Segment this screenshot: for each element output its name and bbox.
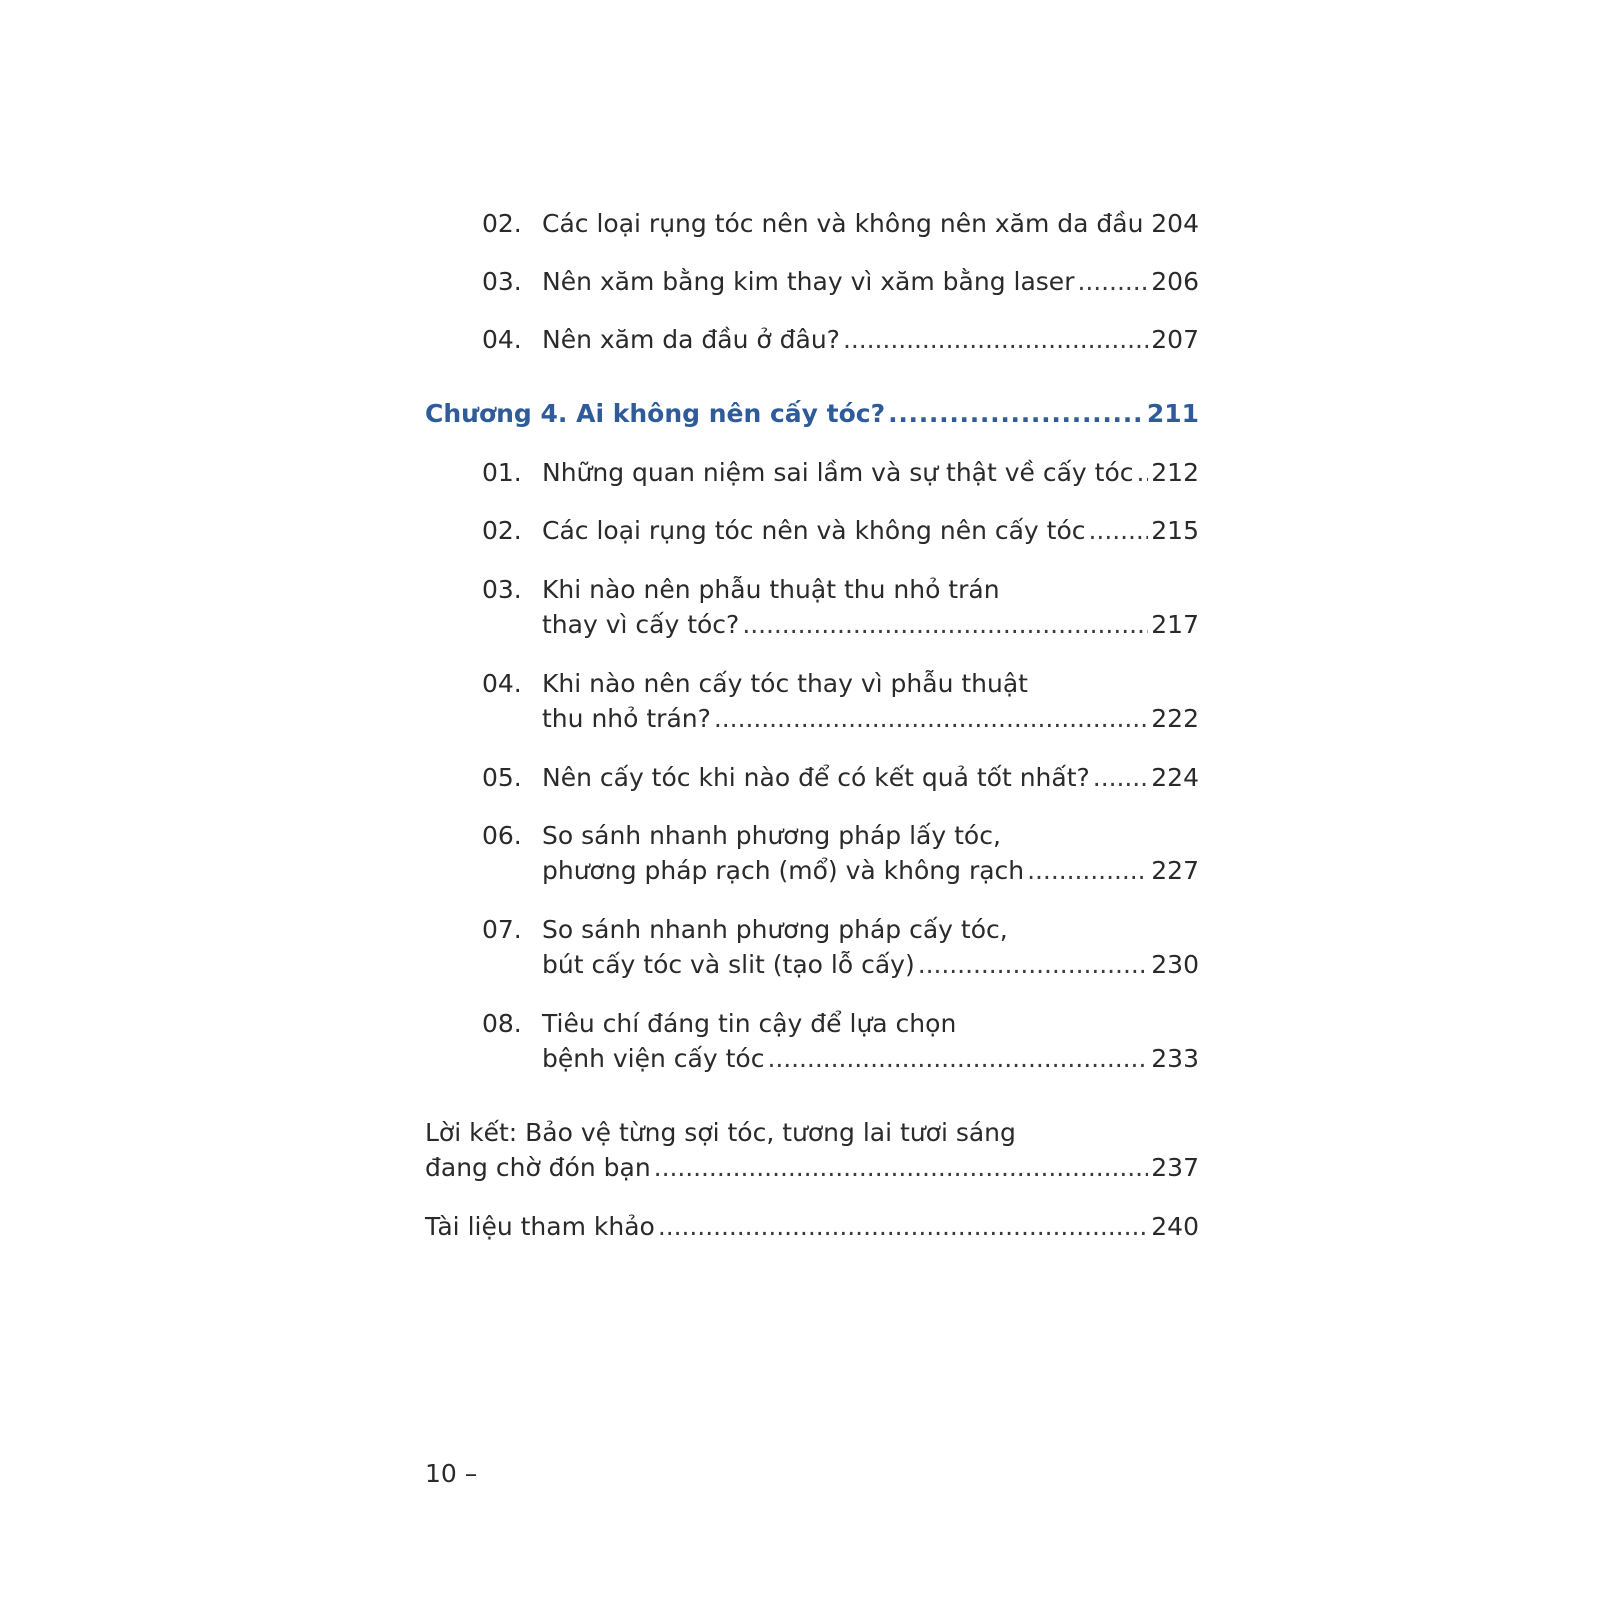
entry-number: 04. <box>482 669 522 698</box>
dot-leader <box>1077 264 1148 299</box>
entry-page: 206 <box>1151 267 1199 296</box>
dot-leader <box>1089 513 1149 548</box>
entry-number: 04. <box>482 325 522 354</box>
entry-title: Nên xăm da đầu ở đâu? <box>542 325 840 354</box>
chapter-page: 211 <box>1146 399 1199 428</box>
entry-number: 03. <box>482 267 522 296</box>
entry-page: 227 <box>1151 856 1199 885</box>
entry-number: 07. <box>482 915 522 944</box>
entry-number: 05. <box>482 763 522 792</box>
toc-epilogue[interactable] <box>425 1115 1199 1185</box>
entry-title-line-1: So sánh nhanh phương pháp cấy tóc, <box>542 915 1008 944</box>
entry-title: Những quan niệm sai lầm và sự thật về cấy tóc <box>542 458 1134 487</box>
dot-leader <box>654 1150 1149 1185</box>
dot-leader <box>918 947 1149 982</box>
entry-title: Nên cấy tóc khi nào để có kết quả tốt nhất? <box>542 763 1090 792</box>
entry-page: 217 <box>1151 610 1199 639</box>
entry-title-line-2: bệnh viện cấy tóc <box>542 1044 765 1073</box>
dot-leader <box>1137 455 1149 490</box>
entry-title: Nên xăm bằng kim thay vì xăm bằng laser <box>542 267 1075 296</box>
dot-leader <box>1027 853 1148 888</box>
entry-page: 204 <box>1151 209 1199 238</box>
entry-page: 224 <box>1151 763 1199 792</box>
dot-leader <box>767 1041 1148 1076</box>
entry-page: 230 <box>1151 950 1199 979</box>
references-page: 240 <box>1151 1212 1199 1241</box>
entry-page: 207 <box>1151 325 1199 354</box>
entry-title-line-2: phương pháp rạch (mổ) và không rạch <box>542 856 1025 885</box>
epilogue-page: 237 <box>1151 1153 1199 1182</box>
entry-title-line-2: bút cấy tóc và slit (tạo lỗ cấy) <box>542 950 915 979</box>
dot-leader <box>742 607 1148 642</box>
entry-number: 01. <box>482 458 522 487</box>
entry-page: 212 <box>1151 458 1199 487</box>
dot-leader <box>1146 206 1148 241</box>
entry-number: 02. <box>482 209 522 238</box>
dot-leader <box>1093 760 1148 795</box>
entry-number: 03. <box>482 575 522 604</box>
entry-title-line-1: Khi nào nên phẫu thuật thu nhỏ trán <box>542 575 1000 604</box>
dot-leader <box>714 701 1148 736</box>
entry-title-line-1: Tiêu chí đáng tin cậy để lựa chọn <box>542 1009 957 1038</box>
entry-page: 233 <box>1151 1044 1199 1073</box>
entry-title-line-2: thay vì cấy tóc? <box>542 610 740 639</box>
entry-title-line-2: thu nhỏ trán? <box>542 704 711 733</box>
epilogue-title-line-2: đang chờ đón bạn <box>425 1153 651 1182</box>
toc-references[interactable] <box>425 1209 1199 1244</box>
references-title: Tài liệu tham khảo <box>425 1212 655 1241</box>
entry-title-line-1: Khi nào nên cấy tóc thay vì phẫu thuật <box>542 669 1028 698</box>
entry-number: 02. <box>482 516 522 545</box>
chapter-heading[interactable] <box>425 396 1199 431</box>
dot-leader <box>888 396 1144 431</box>
epilogue-title-line-1: Lời kết: Bảo vệ từng sợi tóc, tương lai tươi sáng <box>425 1118 1016 1147</box>
chapter-title: Chương 4. Ai không nên cấy tóc? <box>425 399 886 428</box>
entry-title-line-1: So sánh nhanh phương pháp lấy tóc, <box>542 821 1001 850</box>
page-number: 10 – <box>425 1459 478 1488</box>
entry-page: 222 <box>1151 704 1199 733</box>
entry-number: 08. <box>482 1009 522 1038</box>
entry-title: Các loại rụng tóc nên và không nên cấy tóc <box>542 516 1086 545</box>
entry-title: Các loại rụng tóc nên và không nên xăm da đầu <box>542 209 1144 238</box>
entry-number: 06. <box>482 821 522 850</box>
dot-leader <box>843 322 1148 357</box>
entry-page: 215 <box>1151 516 1199 545</box>
dot-leader <box>658 1209 1148 1244</box>
